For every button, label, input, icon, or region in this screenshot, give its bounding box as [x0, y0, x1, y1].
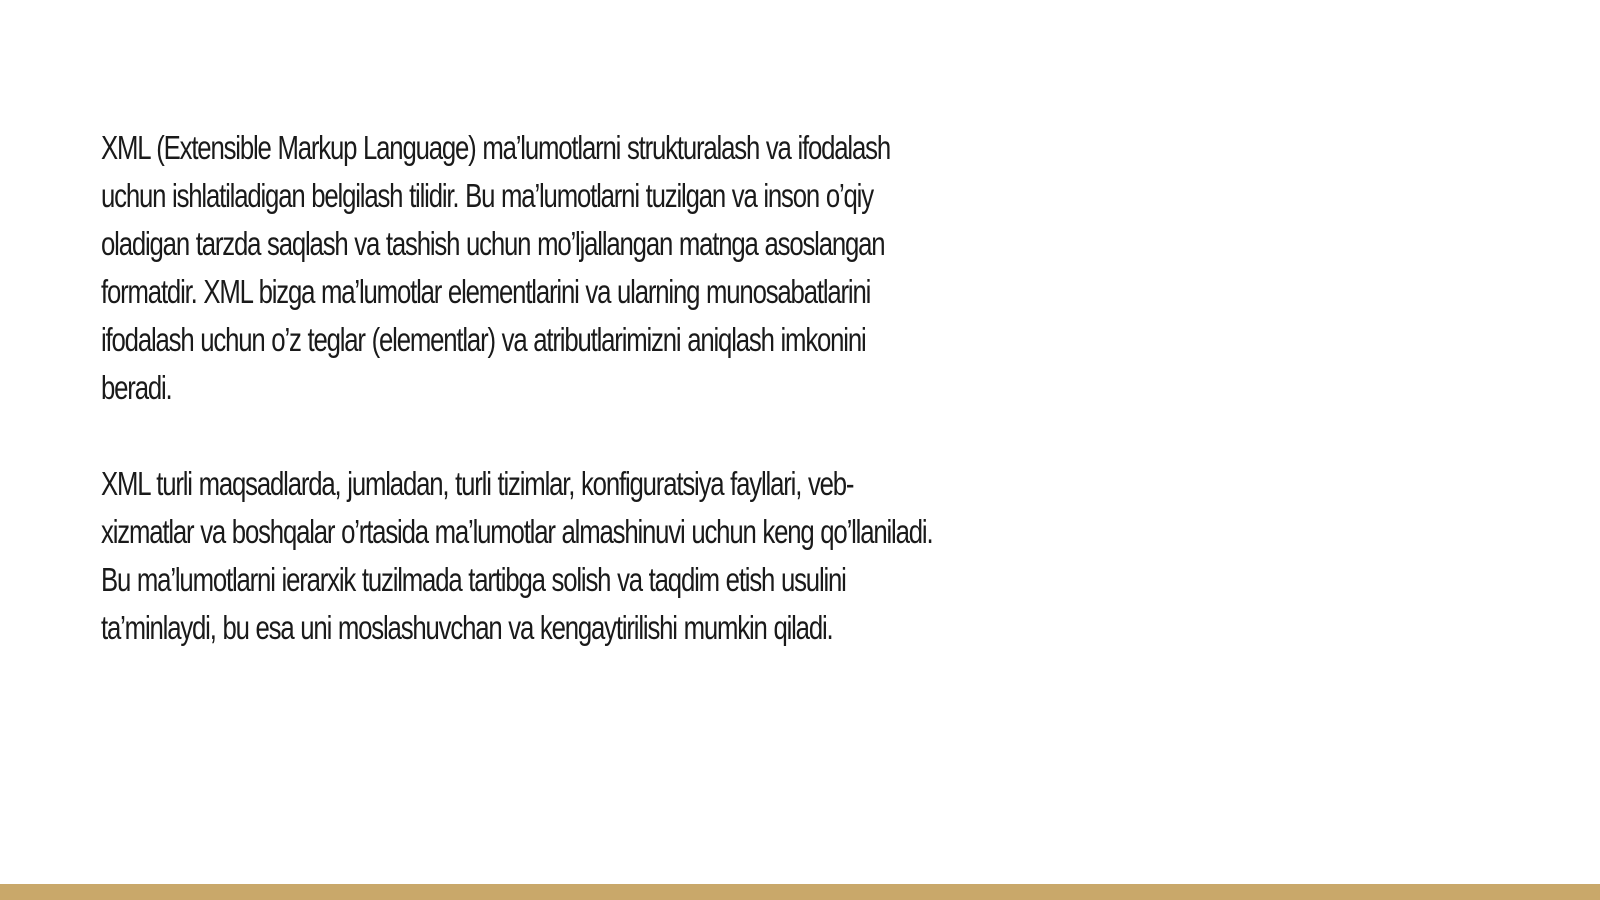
slide-body	[101, 124, 1111, 652]
paragraph-xml-definition: XML (Extensible Markup Language) ma’lumotlarni strukturalash va ifodalash uchun ishlatiladigan belgilash tilidir. Bu ma’lumotlarni tuzilgan va inson o’qiy oladigan tarzda saqlash va tashish uchun mo’ljallangan matnga asoslangan formatdir. XML bizga ma’lumotlar elementlarini va ularning munosabatlarini ifodalash uchun o’z teglar (elementlar) va atributlarimizni aniqlash imkonini beradi.	[101, 129, 890, 406]
paragraph-xml-usage: XML turli maqsadlarda, jumladan, turli tizimlar, konfiguratsiya fayllari, veb- xizmatlar va boshqalar o’rtasida ma’lumotlar almashinuvi uchun keng qo’llaniladi. Bu ma’lumotlarni ierarxik tuzilmada tartibga solish va taqdim etish usulini ta’minlaydi, bu esa uni moslashuvchan va kengaytirilishi mumkin qiladi.	[101, 465, 933, 646]
bottom-accent-bar	[0, 884, 1600, 900]
